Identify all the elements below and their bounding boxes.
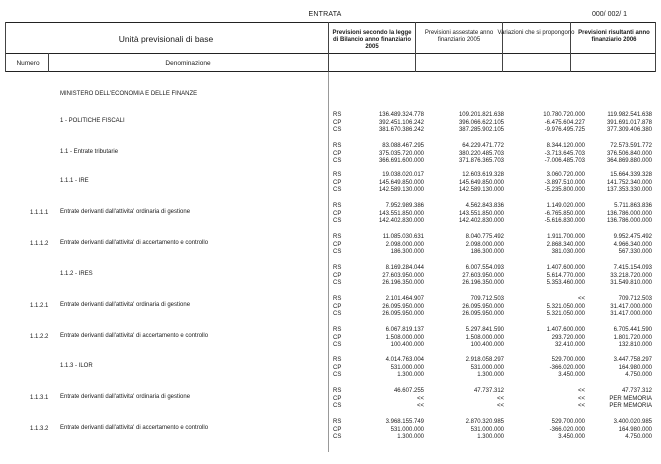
row-label: Entrate derivanti dall'attivita' ordinaria di gestione xyxy=(60,302,191,308)
row-label: Entrate derivanti dall'attivita' di accertamento e controllo xyxy=(60,425,209,431)
value-legge-bilancio: 136.489.324.778 xyxy=(378,112,424,118)
row-type: CP xyxy=(333,179,342,186)
value-assestate: 26.196.350.000 xyxy=(462,280,504,286)
value-risultanti: 31.417.000.000 xyxy=(610,303,652,310)
value-assestate: 709.712.503 xyxy=(470,296,504,302)
row-type: RS xyxy=(333,419,342,425)
value-risultanti: 4.966.340.000 xyxy=(613,241,652,248)
value-legge-bilancio: 1.508.000.000 xyxy=(385,334,424,341)
value-legge-bilancio: 46.607.255 xyxy=(393,388,424,394)
row-label: 1.1.3 - ILOR xyxy=(60,363,93,369)
value-risultanti: 47.737.312 xyxy=(621,388,652,394)
value-assestate: 1.508.000.000 xyxy=(465,334,504,341)
row-type: CP xyxy=(333,426,342,433)
value-variazioni: 293.720.000 xyxy=(551,334,585,341)
value-risultanti: 164.980.000 xyxy=(618,364,652,371)
row-label: 1.1 - Entrate tributarie xyxy=(60,149,119,155)
header-top-rule xyxy=(5,22,656,23)
value-variazioni: << xyxy=(577,296,585,302)
value-assestate: 2.098.000.000 xyxy=(465,241,504,248)
page-number: 000/ 002/ 1 xyxy=(592,11,628,18)
row-type: CP xyxy=(333,150,342,157)
value-legge-bilancio: 3.968.155.749 xyxy=(385,419,424,425)
value-legge-bilancio: 27.603.950.000 xyxy=(382,272,424,279)
row-type: CS xyxy=(333,342,342,348)
value-variazioni: 32.410.000 xyxy=(554,342,585,348)
value-variazioni: 1.407.600.000 xyxy=(546,327,585,333)
value-assestate: 142.589.130.000 xyxy=(458,187,504,193)
value-variazioni: -3.897.510.000 xyxy=(544,179,585,186)
value-variazioni: 381.030.000 xyxy=(551,249,585,255)
row-label: 1.1.2 - IRES xyxy=(60,271,93,277)
value-variazioni: << xyxy=(577,395,585,402)
value-risultanti: 72.573.591.772 xyxy=(610,143,652,149)
value-variazioni: -7.006.485.703 xyxy=(544,158,585,164)
row-type: RS xyxy=(333,172,342,178)
value-assestate: 6.007.554.093 xyxy=(465,265,504,271)
value-assestate: 26.095.950.000 xyxy=(462,303,504,310)
value-risultanti: 119.982.541.638 xyxy=(607,112,652,118)
value-variazioni: -366.020.000 xyxy=(549,426,585,433)
value-legge-bilancio: 6.067.819.137 xyxy=(385,327,424,333)
value-assestate: 531.000.000 xyxy=(470,364,504,371)
value-risultanti: 376.506.840.000 xyxy=(606,150,652,157)
value-legge-bilancio: 100.400.000 xyxy=(390,342,424,348)
value-assestate: 5.297.841.590 xyxy=(465,327,504,333)
value-assestate: 186.300.000 xyxy=(470,249,504,255)
value-legge-bilancio: 2.101.464.907 xyxy=(385,296,424,302)
row-type: RS xyxy=(333,203,342,209)
value-legge-bilancio: 2.098.000.000 xyxy=(385,241,424,248)
row-type: RS xyxy=(333,265,342,271)
value-assestate: 1.300.000 xyxy=(477,434,504,440)
value-legge-bilancio: 142.589.130.000 xyxy=(378,187,424,193)
value-variazioni: << xyxy=(577,403,585,409)
value-risultanti: 3.400.020.985 xyxy=(613,419,652,425)
value-legge-bilancio: 143.551.850.000 xyxy=(378,210,424,217)
value-assestate: 2.918.058.297 xyxy=(465,357,504,363)
row-type: CP xyxy=(333,395,342,402)
row-label: 1.1.1 - IRE xyxy=(60,178,89,184)
row-type: CS xyxy=(333,311,342,317)
value-risultanti: PER MEMORIA xyxy=(609,395,652,402)
header-bottom-rule xyxy=(5,71,656,72)
value-variazioni: 5.321.050.000 xyxy=(546,311,585,317)
row-type: CP xyxy=(333,364,342,371)
value-variazioni: 3.060.720.000 xyxy=(546,172,585,178)
value-legge-bilancio: 83.088.467.295 xyxy=(382,143,424,149)
value-variazioni: -5.235.800.000 xyxy=(544,187,585,193)
value-risultanti: 5.711.863.836 xyxy=(614,203,652,209)
value-legge-bilancio: << xyxy=(416,403,424,409)
value-risultanti: 137.353.330.000 xyxy=(606,187,652,193)
header-mid-rule xyxy=(5,53,656,54)
value-assestate: 143.551.850.000 xyxy=(458,210,504,217)
value-legge-bilancio: 531.000.000 xyxy=(390,426,424,433)
value-risultanti: 709.712.503 xyxy=(618,296,652,302)
row-code: 1.1.3.2 xyxy=(30,426,49,432)
row-label: Entrate derivanti dall'attivita' di accertamento e controllo xyxy=(60,240,209,246)
value-assestate: << xyxy=(496,395,504,402)
value-variazioni: -366.020.000 xyxy=(549,364,585,371)
value-legge-bilancio: 381.670.386.242 xyxy=(378,127,424,133)
value-variazioni: 5.614.770.000 xyxy=(546,272,585,279)
value-legge-bilancio: 531.000.000 xyxy=(390,364,424,371)
row-type: CP xyxy=(333,334,342,341)
value-assestate: 1.300.000 xyxy=(477,372,504,378)
row-type: CS xyxy=(333,127,342,133)
value-assestate: 100.400.000 xyxy=(470,342,504,348)
value-assestate: 142.402.830.000 xyxy=(458,218,504,224)
header-col-variazioni: Variazioni che si propongono xyxy=(497,30,575,36)
value-legge-bilancio: 375.035.720.000 xyxy=(378,150,424,157)
value-risultanti: 6.705.441.590 xyxy=(613,327,652,333)
value-assestate: 26.095.950.000 xyxy=(462,311,504,317)
row-code: 1.1.1.2 xyxy=(30,241,49,247)
header-col-legge-bilancio: Previsioni secondo la legge di Bilancio anno finanziario 2005 xyxy=(332,30,412,50)
value-legge-bilancio: 1.300.000 xyxy=(397,434,424,440)
row-type: RS xyxy=(333,143,342,149)
value-variazioni: 5.321.050.000 xyxy=(546,303,585,310)
value-risultanti: 567.330.000 xyxy=(618,249,652,255)
row-label: 1 - POLITICHE FISCALI xyxy=(60,118,125,124)
value-assestate: 109.201.821.638 xyxy=(458,112,504,118)
row-type: CP xyxy=(333,303,342,310)
value-assestate: 396.066.622.105 xyxy=(458,119,504,126)
value-variazioni: 1.149.020.000 xyxy=(546,203,585,209)
row-type: CS xyxy=(333,372,342,378)
header-units-title: Unità previsionali di base xyxy=(118,34,214,44)
value-risultanti: 3.447.758.297 xyxy=(613,357,652,363)
value-variazioni: -6.765.850.000 xyxy=(544,210,585,217)
row-type: RS xyxy=(333,388,342,394)
value-assestate: 145.649.850.000 xyxy=(458,179,504,186)
value-legge-bilancio: 186.300.000 xyxy=(390,249,424,255)
value-variazioni: 1.911.700.000 xyxy=(547,234,585,240)
row-type: CS xyxy=(333,187,342,193)
row-type: CP xyxy=(333,119,342,126)
value-risultanti: 33.218.720.000 xyxy=(610,272,652,279)
value-legge-bilancio: 26.196.350.000 xyxy=(382,280,424,286)
row-type: CP xyxy=(333,241,342,248)
value-risultanti: 132.810.000 xyxy=(618,342,652,348)
value-risultanti: 4.750.000 xyxy=(625,434,652,440)
row-label: Entrate derivanti dall'attivita' ordinaria di gestione xyxy=(60,394,191,400)
value-risultanti: 364.869.880.000 xyxy=(606,158,652,164)
value-risultanti: 136.786.000.000 xyxy=(606,218,652,224)
value-assestate: 371.876.365.703 xyxy=(458,158,504,164)
value-variazioni: 5.353.460.000 xyxy=(546,280,585,286)
value-assestate: 2.870.320.985 xyxy=(465,419,504,425)
value-assestate: << xyxy=(496,403,504,409)
ministry-heading: MINISTERO DELL'ECONOMIA E DELLE FINANZE xyxy=(60,91,198,97)
row-type: CS xyxy=(333,403,342,409)
header-col-assestate: Previsioni assestate anno finanziario 2005 xyxy=(424,30,494,43)
value-legge-bilancio: 1.300.000 xyxy=(397,372,424,378)
row-label: Entrate derivanti dall'attivita' di accertamento e controllo xyxy=(60,333,209,339)
value-risultanti: 4.750.000 xyxy=(625,372,652,378)
value-assestate: 12.603.619.328 xyxy=(462,172,504,178)
value-legge-bilancio: << xyxy=(416,395,424,402)
value-risultanti: 7.415.154.093 xyxy=(613,265,652,271)
value-assestate: 380.220.485.703 xyxy=(458,150,504,157)
row-type: CS xyxy=(333,218,342,224)
row-type: RS xyxy=(333,234,342,240)
value-risultanti: PER MEMORIA xyxy=(609,403,652,409)
row-type: CS xyxy=(333,249,342,255)
value-risultanti: 15.664.339.328 xyxy=(610,172,652,178)
row-type: RS xyxy=(333,357,342,363)
value-legge-bilancio: 4.014.763.004 xyxy=(385,357,424,363)
value-risultanti: 141.752.340.000 xyxy=(606,179,652,186)
header-left-border xyxy=(5,22,6,72)
value-variazioni: 1.407.600.000 xyxy=(546,265,585,271)
header-divider-2 xyxy=(415,22,416,72)
value-variazioni: -3.713.645.703 xyxy=(544,150,585,157)
value-variazioni: 3.450.000 xyxy=(558,372,585,378)
value-legge-bilancio: 19.038.020.017 xyxy=(382,172,424,178)
value-legge-bilancio: 7.952.989.386 xyxy=(385,203,424,209)
value-variazioni: 10.780.720.000 xyxy=(543,112,585,118)
value-risultanti: 9.952.475.492 xyxy=(613,234,652,240)
value-variazioni: 529.700.000 xyxy=(551,357,585,363)
row-type: CS xyxy=(333,434,342,440)
value-variazioni: << xyxy=(577,388,585,394)
row-type: RS xyxy=(333,112,342,118)
value-legge-bilancio: 392.451.106.242 xyxy=(378,119,424,126)
value-legge-bilancio: 26.095.950.000 xyxy=(382,311,424,317)
header-denominazione: Denominazione xyxy=(165,60,211,67)
value-legge-bilancio: 8.169.284.044 xyxy=(385,265,424,271)
row-code: 1.1.1.1 xyxy=(30,210,49,216)
value-variazioni: 8.344.120.000 xyxy=(546,143,585,149)
value-risultanti: 1.801.720.000 xyxy=(613,334,652,341)
row-type: RS xyxy=(333,296,342,302)
value-legge-bilancio: 366.691.600.000 xyxy=(378,158,424,164)
value-variazioni: 529.700.000 xyxy=(551,419,585,425)
value-variazioni: -6.475.604.227 xyxy=(544,119,585,126)
value-legge-bilancio: 142.402.830.000 xyxy=(378,218,424,224)
row-code: 1.1.3.1 xyxy=(30,395,49,401)
value-risultanti: 31.417.000.000 xyxy=(610,311,652,317)
page-title: ENTRATA xyxy=(308,11,342,18)
value-assestate: 387.285.902.105 xyxy=(458,127,504,133)
row-type: CP xyxy=(333,210,342,217)
row-type: CS xyxy=(333,280,342,286)
value-legge-bilancio: 26.095.950.000 xyxy=(382,303,424,310)
value-risultanti: 31.549.810.000 xyxy=(610,280,652,286)
value-assestate: 47.737.312 xyxy=(473,388,504,394)
header-numero: Numero xyxy=(16,60,40,67)
header-col-risultanti: Previsioni risultanti anno finanziario 2006 xyxy=(578,30,650,43)
value-variazioni: 3.450.000 xyxy=(558,434,585,440)
header-divider-1 xyxy=(328,22,329,72)
value-risultanti: 164.980.000 xyxy=(618,426,652,433)
value-risultanti: 136.786.000.000 xyxy=(606,210,652,217)
value-variazioni: 2.868.340.000 xyxy=(546,241,585,248)
row-type: CS xyxy=(333,158,342,164)
row-label: Entrate derivanti dall'attivita' ordinaria di gestione xyxy=(60,209,191,215)
value-variazioni: -5.616.830.000 xyxy=(544,218,585,224)
row-code: 1.1.2.1 xyxy=(30,303,49,309)
row-type: RS xyxy=(333,327,342,333)
row-type: CP xyxy=(333,272,342,279)
body-divider xyxy=(328,72,329,452)
value-assestate: 27.603.950.000 xyxy=(462,272,504,279)
row-code: 1.1.2.2 xyxy=(30,334,49,340)
value-assestate: 531.000.000 xyxy=(470,426,504,433)
value-risultanti: 377.309.406.380 xyxy=(606,127,652,133)
value-assestate: 8.040.775.492 xyxy=(465,234,504,240)
value-assestate: 64.229.471.772 xyxy=(462,143,504,149)
value-variazioni: -9.976.495.725 xyxy=(544,127,585,133)
value-legge-bilancio: 145.649.850.000 xyxy=(378,179,424,186)
value-assestate: 4.562.843.836 xyxy=(465,203,504,209)
value-legge-bilancio: 11.085.030.631 xyxy=(382,234,424,240)
value-risultanti: 391.691.017.878 xyxy=(606,119,652,126)
